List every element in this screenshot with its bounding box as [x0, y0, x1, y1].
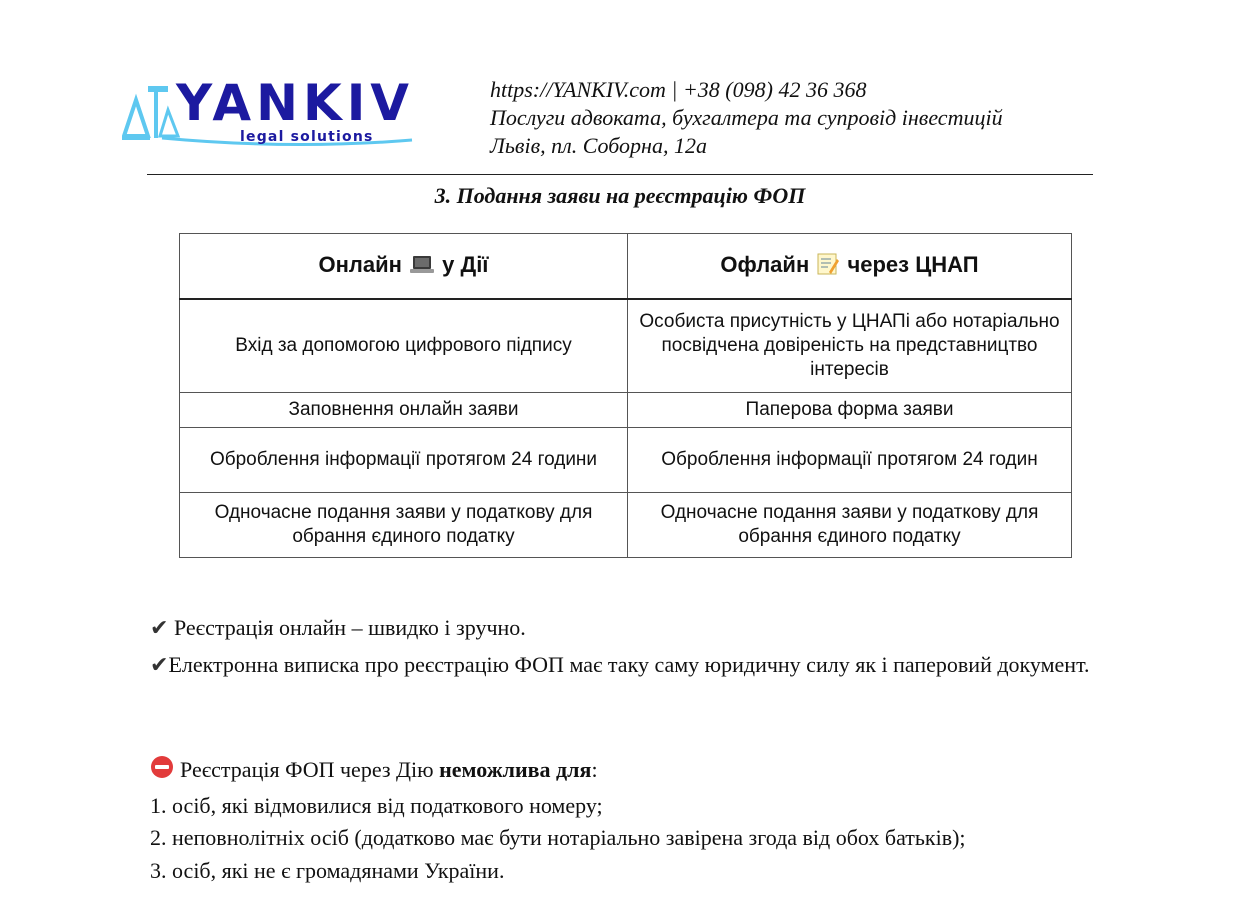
benefit-text: Реєстрація онлайн – швидко і зручно. [168, 615, 526, 640]
header-divider [147, 174, 1093, 175]
check-mark-icon: ✔ [150, 653, 169, 678]
restriction-item: 3. осіб, які не є громадянами України. [150, 858, 505, 883]
benefit-item [150, 647, 1090, 684]
table-row [180, 493, 1072, 558]
table-cell: Паперова форма заяви [628, 393, 1072, 428]
header-online-suffix: у Дії [442, 251, 489, 277]
restrictions-intro [150, 752, 1090, 790]
restriction-item: 2. неповнолітніх осіб (додатково має бути нотаріально завірена згода від обох батьків); [150, 825, 966, 850]
header-offline-label: Офлайн [720, 251, 810, 277]
company-logo [122, 74, 452, 152]
table-header-row [180, 234, 1072, 300]
table-cell: Одночасне подання заяви у податкову для обрання єдиного податку [180, 493, 628, 558]
header-online [180, 234, 628, 300]
logo-subtitle: legal solutions [240, 129, 374, 145]
header-online-label: Онлайн [318, 251, 402, 277]
restrictions-intro-bold: неможлива для [439, 757, 592, 782]
check-mark-icon: ✔ [150, 616, 169, 641]
table-cell: Оброблення інформації протягом 24 годин [628, 428, 1072, 493]
benefit-item [150, 610, 1090, 647]
header-contacts [490, 76, 1003, 160]
table-cell: Заповнення онлайн заяви [180, 393, 628, 428]
logo-wordmark: YANKIV [176, 74, 415, 132]
no-entry-icon [150, 754, 174, 790]
table-cell: Вхід за допомогою цифрового підпису [180, 299, 628, 393]
header-offline-suffix: через ЦНАП [847, 251, 979, 277]
table-cell: Оброблення інформації протягом 24 години [180, 428, 628, 493]
services-line: Послуги адвоката, бухгалтера та супровід інвестицій [490, 105, 1003, 130]
table-row [180, 393, 1072, 428]
table-cell: Особиста присутність у ЦНАПі або нотаріально посвідчена довіреність на представництво інтересів [628, 299, 1072, 393]
restrictions-intro-colon: : [591, 757, 598, 782]
memo-icon [817, 253, 839, 280]
restrictions-intro-text: Реєстрація ФОП через Дію [180, 757, 440, 782]
restriction-item: 1. осіб, які відмовилися від податкового номеру; [150, 793, 603, 818]
table-row [180, 428, 1072, 493]
address-line: Львів, пл. Соборна, 12а [490, 133, 707, 158]
table-row [180, 299, 1072, 393]
contact-line: https://YANKIV.com | +38 (098) 42 36 368 [490, 77, 867, 102]
section-title: 3. Подання заяви на реєстрацію ФОП [434, 183, 806, 208]
laptop-icon [410, 255, 434, 280]
table-cell: Одночасне подання заяви у податкову для обрання єдиного податку [628, 493, 1072, 558]
header-offline [628, 234, 1072, 300]
comparison-table [179, 233, 1072, 558]
benefit-text: Електронна виписка про реєстрацію ФОП має таку саму юридичну силу як і паперовий документ. [168, 652, 1090, 677]
